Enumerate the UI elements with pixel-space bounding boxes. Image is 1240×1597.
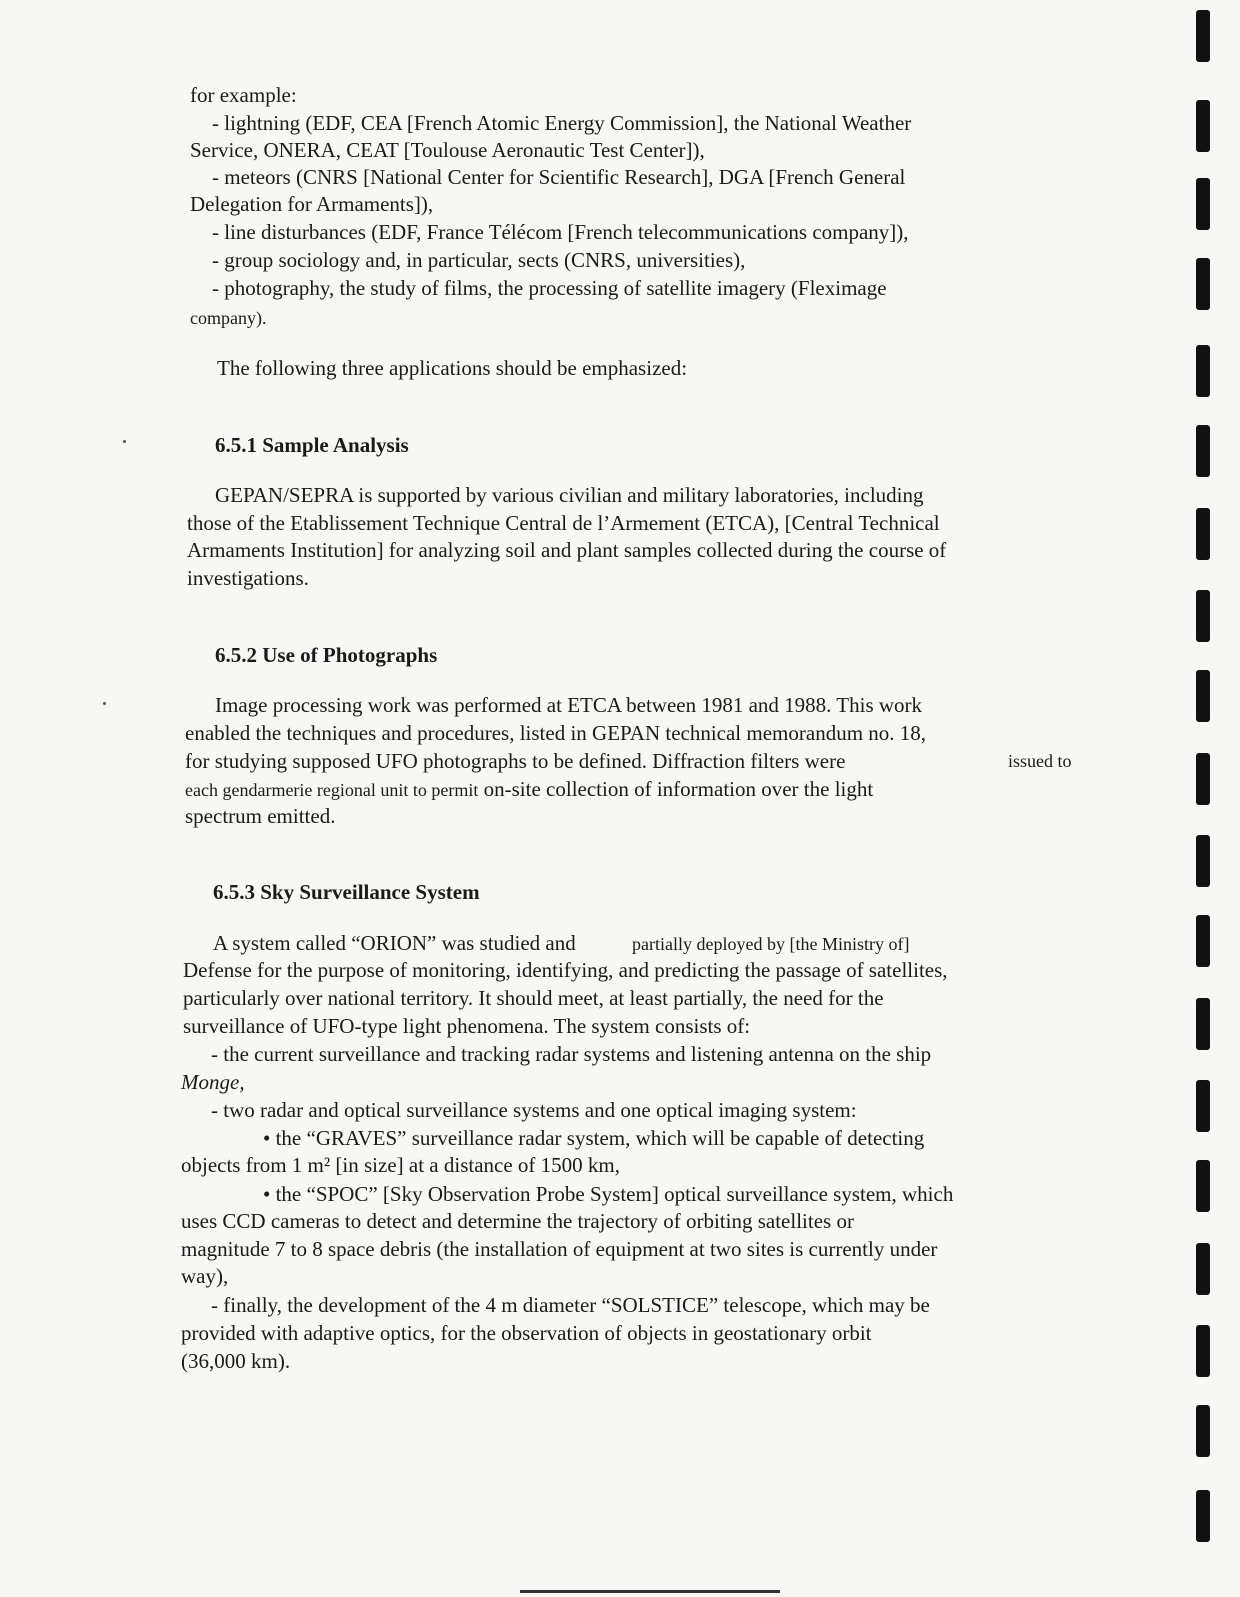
scan-speck — [103, 702, 106, 705]
text-line: - finally, the development of the 4 m diameter “SOLSTICE” telescope, which may be — [211, 1293, 930, 1317]
text-line: - meteors (CNRS [National Center for Scientific Research], DGA [French General — [212, 165, 906, 189]
text-line: magnitude 7 to 8 space debris (the installation of equipment at two sites is currently under — [181, 1237, 938, 1261]
text-line: (36,000 km). — [181, 1349, 291, 1373]
text-line: spectrum emitted. — [185, 804, 336, 828]
section-heading: 6.5.1 Sample Analysis — [215, 433, 409, 457]
text-line-issued: issued to — [1008, 751, 1072, 771]
text-line-deployed — [632, 931, 909, 957]
page-edge-shadow — [520, 1590, 780, 1593]
text-line: GEPAN/SEPRA is supported by various civilian and military laboratories, including — [215, 483, 924, 507]
ship-name: Monge, — [181, 1070, 245, 1094]
text-line: way), — [181, 1264, 229, 1288]
text-line: uses CCD cameras to detect and determine the trajectory of orbiting satellites or — [181, 1209, 854, 1233]
text-line: - photography, the study of films, the processing of satellite imagery (Fleximage — [212, 276, 887, 300]
gendarmerie-text: on-site collection of information over the light — [483, 777, 874, 801]
partially-deployed-text: partially deployed by [the Ministry of] — [632, 934, 910, 954]
text-line-gendarmerie — [185, 776, 873, 803]
text-line: - lightning (EDF, CEA [French Atomic Energy Commission], the National Weather — [212, 111, 912, 135]
text-line: surveillance of UFO-type light phenomena. The system consists of: — [183, 1014, 751, 1038]
text-line: • the “SPOC” [Sky Observation Probe System] optical surveillance system, which — [263, 1182, 954, 1206]
section-heading: 6.5.3 Sky Surveillance System — [213, 880, 480, 904]
scan-speck — [123, 440, 126, 443]
text-line: Armaments Institution] for analyzing soil and plant samples collected during the course of — [187, 538, 947, 562]
text-line: - line disturbances (EDF, France Télécom [French telecommunications company]), — [212, 220, 909, 244]
text-line: enabled the techniques and procedures, listed in GEPAN technical memorandum no. 18, — [185, 721, 927, 745]
text-line: those of the Etablissement Technique Central de l’Armement (ETCA), [Central Technical — [187, 511, 940, 535]
binder-holes — [1196, 0, 1212, 1597]
text-line: objects from 1 m² [in size] at a distance of 1500 km, — [181, 1153, 621, 1177]
text-line: Defense for the purpose of monitoring, identifying, and predicting the passage of satellites, — [183, 958, 948, 982]
text-line: for example: — [190, 83, 297, 107]
gendarmerie-small-text: each gendarmerie regional unit to permit — [185, 780, 479, 800]
text-line: A system called “ORION” was studied and — [213, 931, 576, 955]
text-line: provided with adaptive optics, for the observation of objects in geostationary orbit — [181, 1321, 872, 1345]
text-line: The following three applications should be emphasized: — [217, 356, 688, 380]
text-line: - group sociology and, in particular, sects (CNRS, universities), — [212, 248, 746, 272]
text-line: - the current surveillance and tracking radar systems and listening antenna on the ship — [211, 1042, 932, 1066]
text-line: • the “GRAVES” surveillance radar system, which will be capable of detecting — [263, 1126, 925, 1150]
text-line: for studying supposed UFO photographs to be defined. Diffraction filters were — [185, 749, 846, 773]
text-line: investigations. — [187, 566, 309, 590]
text-line: Image processing work was performed at ETCA between 1981 and 1988. This work — [215, 693, 923, 717]
text-line: - two radar and optical surveillance systems and one optical imaging system: — [211, 1098, 857, 1122]
text-line: company). — [190, 308, 267, 328]
text-line: particularly over national territory. It should meet, at least partially, the need for the — [183, 986, 884, 1010]
text-line: Delegation for Armaments]), — [190, 192, 434, 216]
text-line: Service, ONERA, CEAT [Toulouse Aeronautic Test Center]), — [190, 138, 705, 162]
section-heading: 6.5.2 Use of Photographs — [215, 643, 438, 667]
